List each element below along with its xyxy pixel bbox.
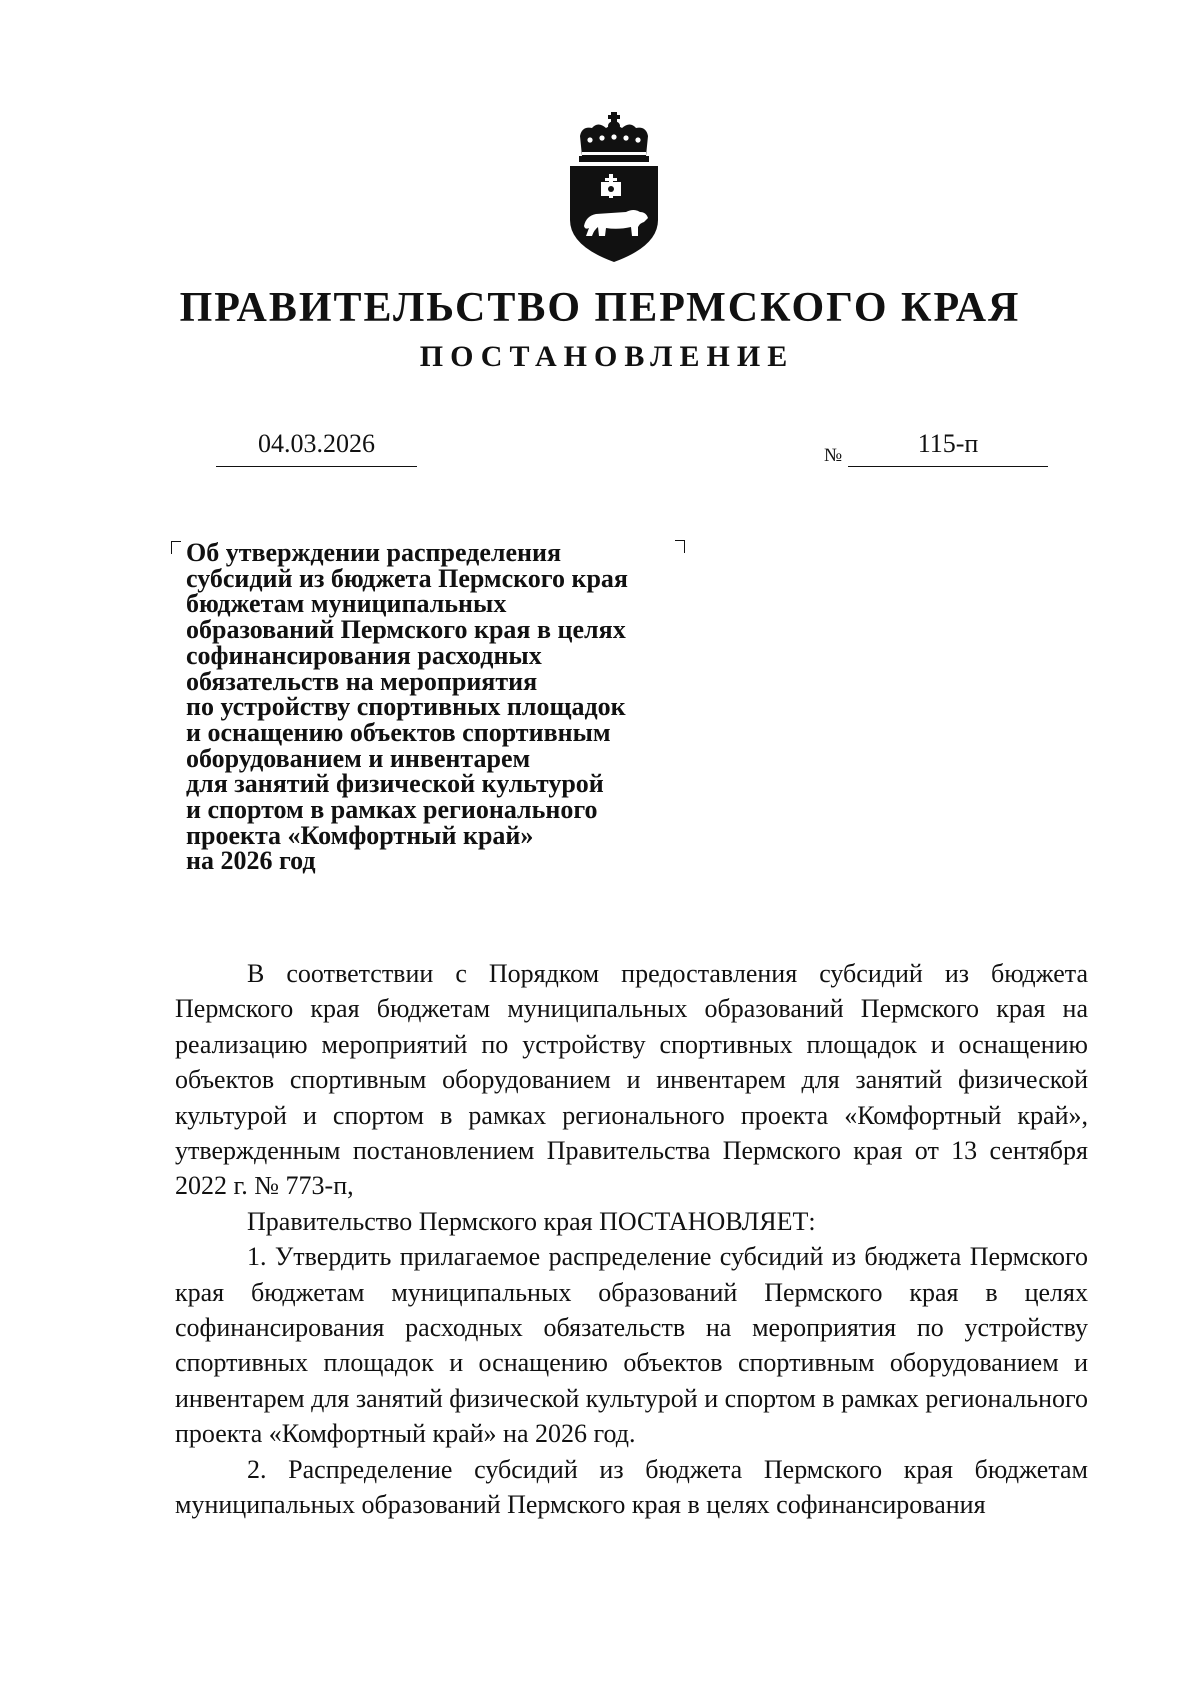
subject-line: обязательств на мероприятия [186, 666, 538, 696]
document-subject [186, 540, 706, 874]
subject-line: субсидий из бюджета Пермского края [186, 563, 628, 593]
subject-line: по устройству спортивных площадок [186, 692, 626, 722]
subject-line: проекта «Комфортный край» [186, 820, 534, 850]
subject-line: Об утверждении распределения [186, 538, 562, 567]
clause-2-paragraph: 2. Распределение субсидий из бюджета Пермского края бюджетам муниципальных образований Пермского края в целях софинансирования [175, 1454, 1088, 1520]
subject-line: софинансирования расходных [186, 640, 542, 670]
subject-line: и спортом в рамках регионального [186, 795, 598, 825]
subject-line: оборудованием и инвентарем [186, 743, 531, 773]
number-sign: № [824, 445, 843, 466]
subject-line: бюджетам муниципальных [186, 589, 507, 619]
document-type-title: ПОСТАНОВЛЕНИЕ [419, 340, 795, 373]
clause-1-paragraph: 1. Утвердить прилагаемое распределение субсидий из бюджета Пермского края бюджетам муниципальных образований Пермского края в целях софинансирования расходных обязательств на мероприятия по устройству спортивных площадок и оснащению объектов спортивным оборудованием и инвентарем для занятий физической культурой и спортом в рамках регионального проекта «Комфортный край» на 2026 год. [175, 1242, 1088, 1449]
government-title: ПРАВИТЕЛЬСТВО ПЕРМСКОГО КРАЯ [179, 285, 1021, 331]
perm-krai-coat-of-arms-icon [568, 112, 660, 264]
document-date: 04.03.2026 [216, 426, 417, 467]
document-body [175, 956, 1088, 1523]
preamble-paragraph: В соответствии с Порядком предоставления субсидий из бюджета Пермского края бюджетам муниципальных образований Пермского края на реализацию мероприятий по устройству спортивных площадок и оснащению объектов спортивным оборудованием и инвентарем для занятий физической культурой и спортом в рамках регионального проекта «Комфортный край», утвержденным постановлением Правительства Пермского края от 13 сентября 2022 г. № 773-п, [175, 959, 1088, 1201]
document-number: 115-п [848, 426, 1048, 467]
subject-corner-mark-left [171, 541, 181, 554]
subject-line: и оснащению объектов спортивным [186, 717, 611, 747]
resolves-paragraph: Правительство Пермского края ПОСТАНОВЛЯЕТ: [247, 1206, 816, 1236]
subject-line: для занятий физической культурой [186, 769, 604, 799]
crown-icon [579, 112, 649, 162]
subject-line: на 2026 год [186, 846, 316, 876]
subject-line: образований Пермского края в целях [186, 615, 626, 645]
